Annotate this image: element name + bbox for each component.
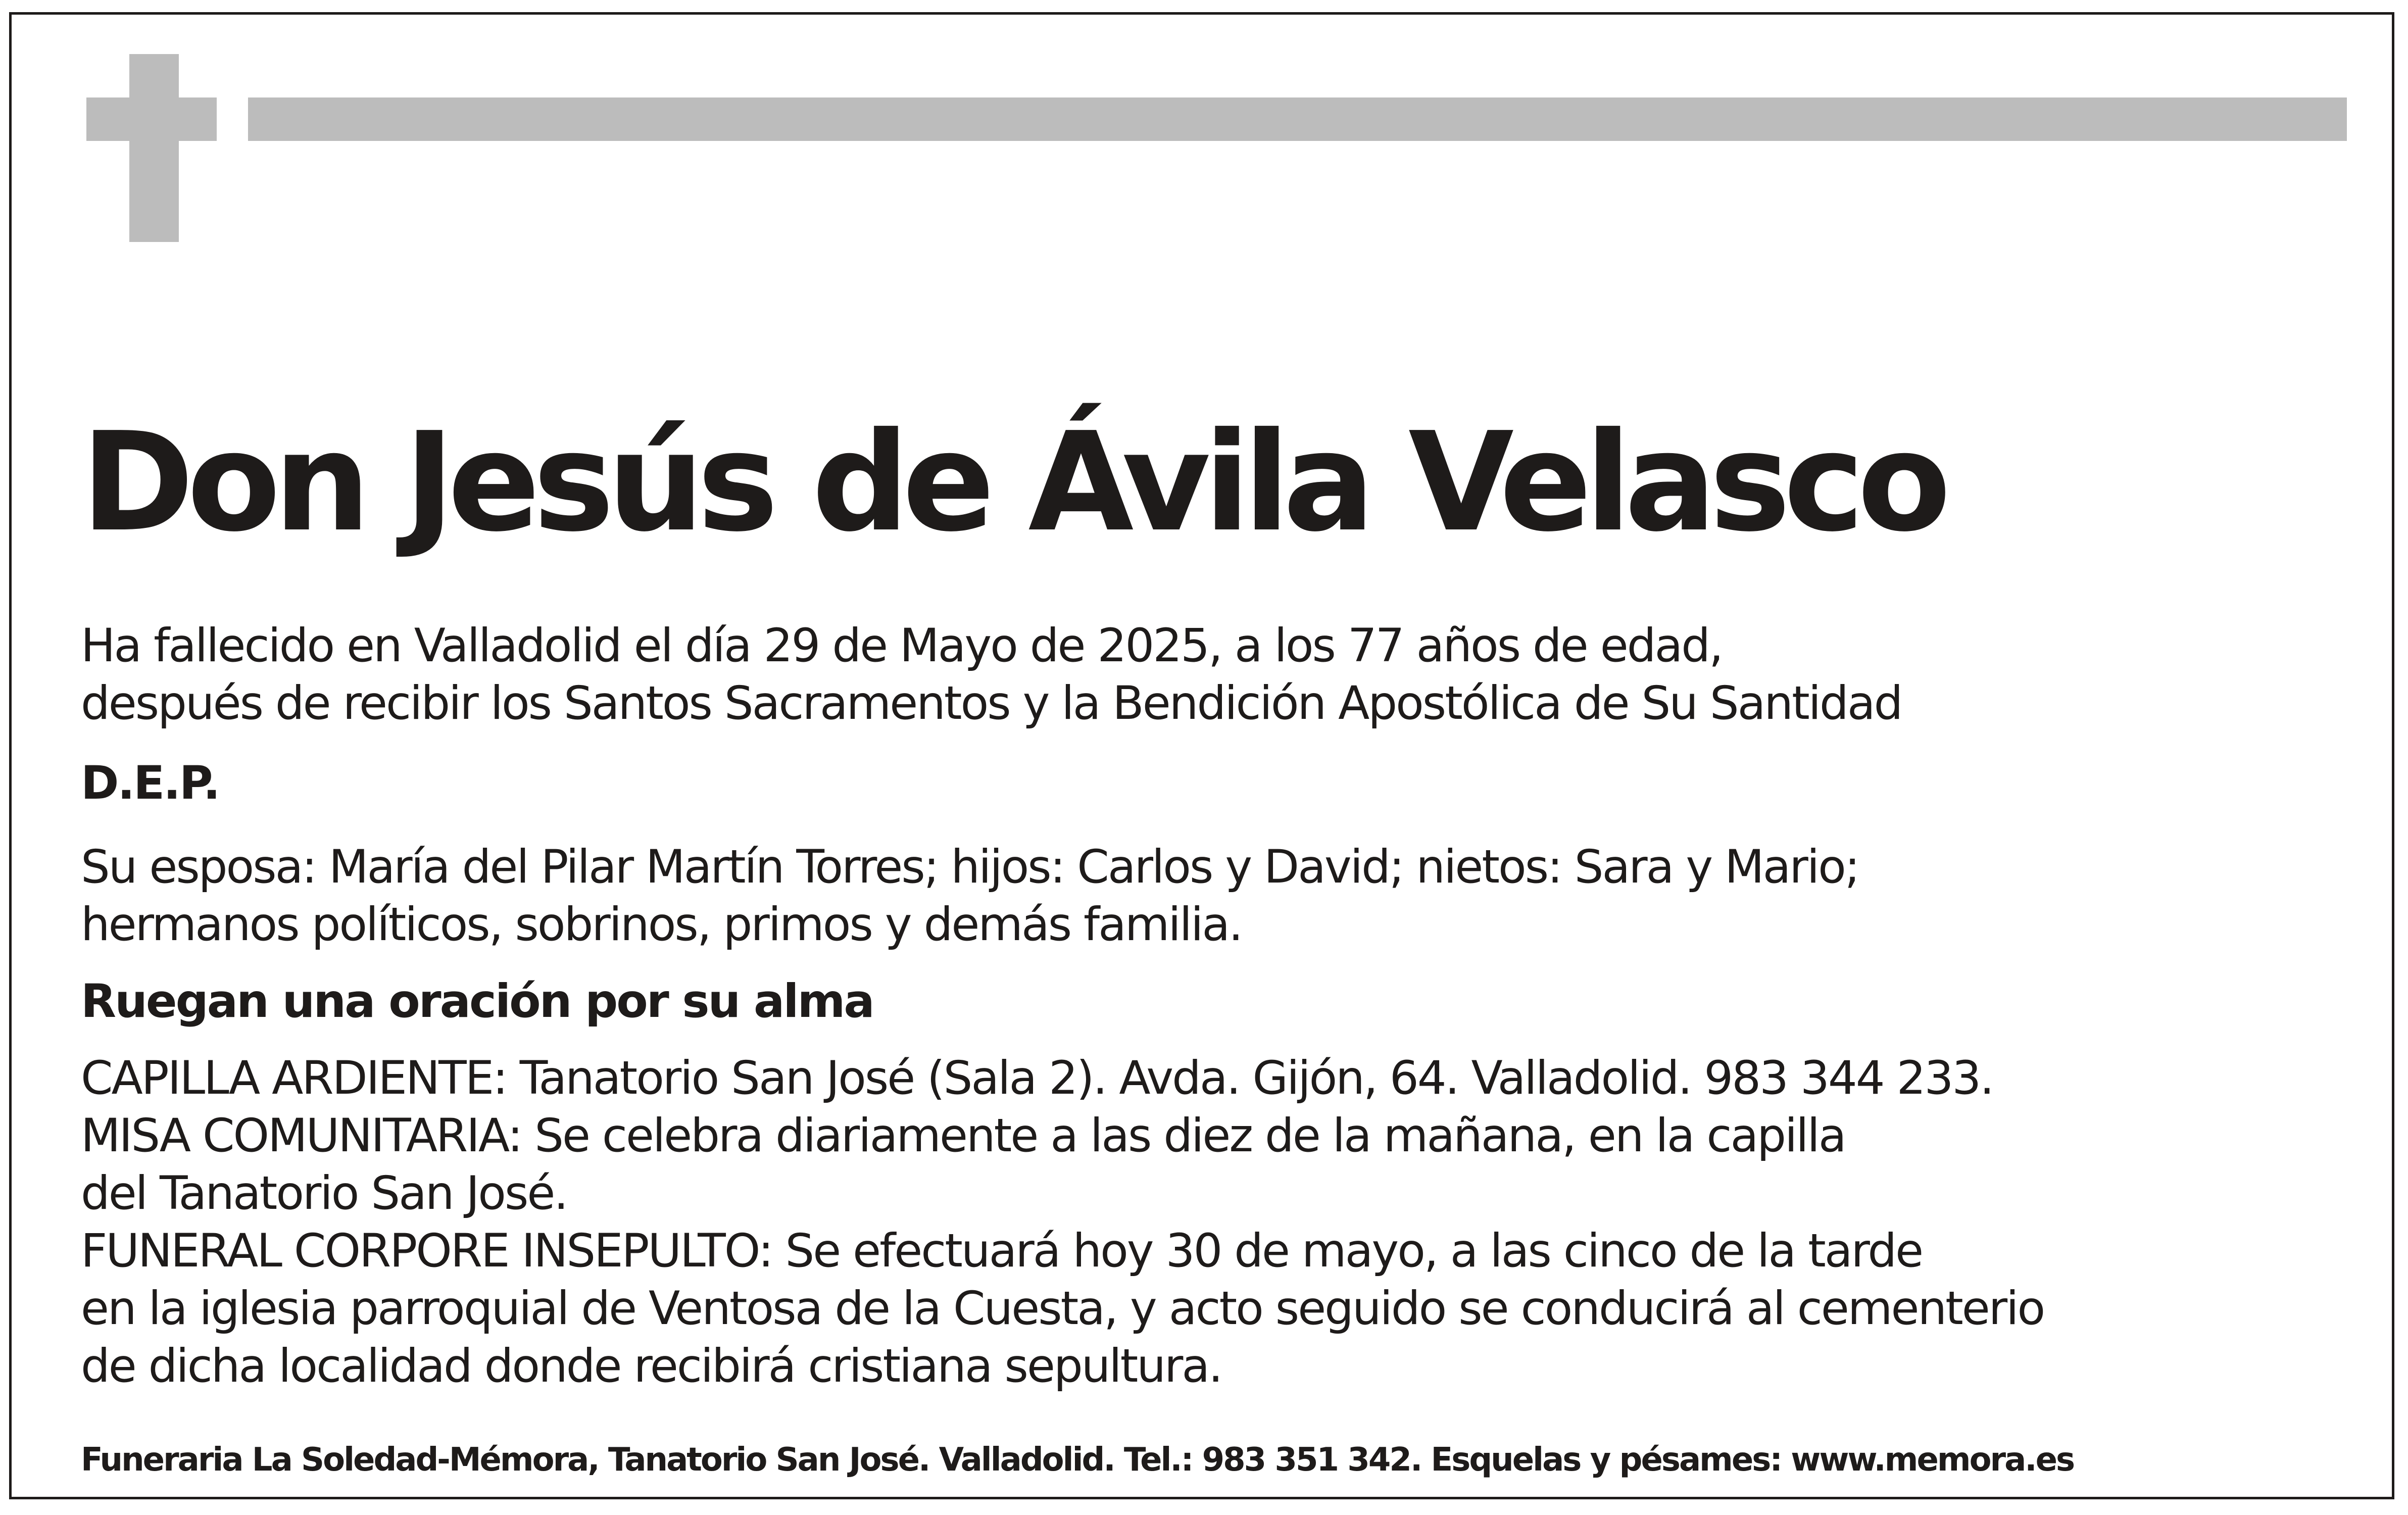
death-notice-line-2: después de recibir los Santos Sacramentos y la Bendición Apostólica de Su Santidad — [81, 677, 1902, 730]
header-divider-bar — [248, 97, 2347, 141]
dep-label: D.E.P. — [81, 757, 219, 810]
arrangements-line-4: FUNERAL CORPORE INSEPULTO: Se efectuará hoy 30 de mayo, a las cinco de la tarde — [81, 1225, 1923, 1278]
arrangements-line-1: CAPILLA ARDIENTE: Tanatorio San José (Sala 2). Avda. Gijón, 64. Valladolid. 983 344 233. — [81, 1052, 1993, 1105]
arrangements-line-5: en la iglesia parroquial de Ventosa de la Cuesta, y acto seguido se conducirá al cementerio — [81, 1282, 2044, 1335]
family-line-2: hermanos políticos, sobrinos, primos y demás familia. — [81, 898, 1242, 951]
obituary-body — [81, 617, 2384, 1395]
funeral-home-footer: Funeraria La Soledad-Mémora, Tanatorio San José. Valladolid. Tel.: 983 351 342. Esquelas y pésames: www.memora.es — [81, 1441, 2074, 1479]
arrangements-line-2: MISA COMUNITARIA: Se celebra diariamente a las diez de la mañana, en la capilla — [81, 1109, 1845, 1162]
family-line-1: Su esposa: María del Pilar Martín Torres; hijos: Carlos y David; nietos: Sara y Mario; — [81, 841, 1859, 894]
prayer-request: Ruegan una oración por su alma — [81, 975, 873, 1028]
arrangements-line-3: del Tanatorio San José. — [81, 1167, 567, 1220]
arrangements-line-6: de dicha localidad donde recibirá cristiana sepultura. — [81, 1340, 1222, 1393]
deceased-name: Don Jesús de Ávila Velasco — [81, 403, 1944, 562]
cross-icon-horizontal-bar — [86, 97, 217, 141]
death-notice-line-1: Ha fallecido en Valladolid el día 29 de Mayo de 2025, a los 77 años de edad, — [81, 619, 1722, 672]
cross-icon-vertical-bar — [129, 54, 179, 242]
